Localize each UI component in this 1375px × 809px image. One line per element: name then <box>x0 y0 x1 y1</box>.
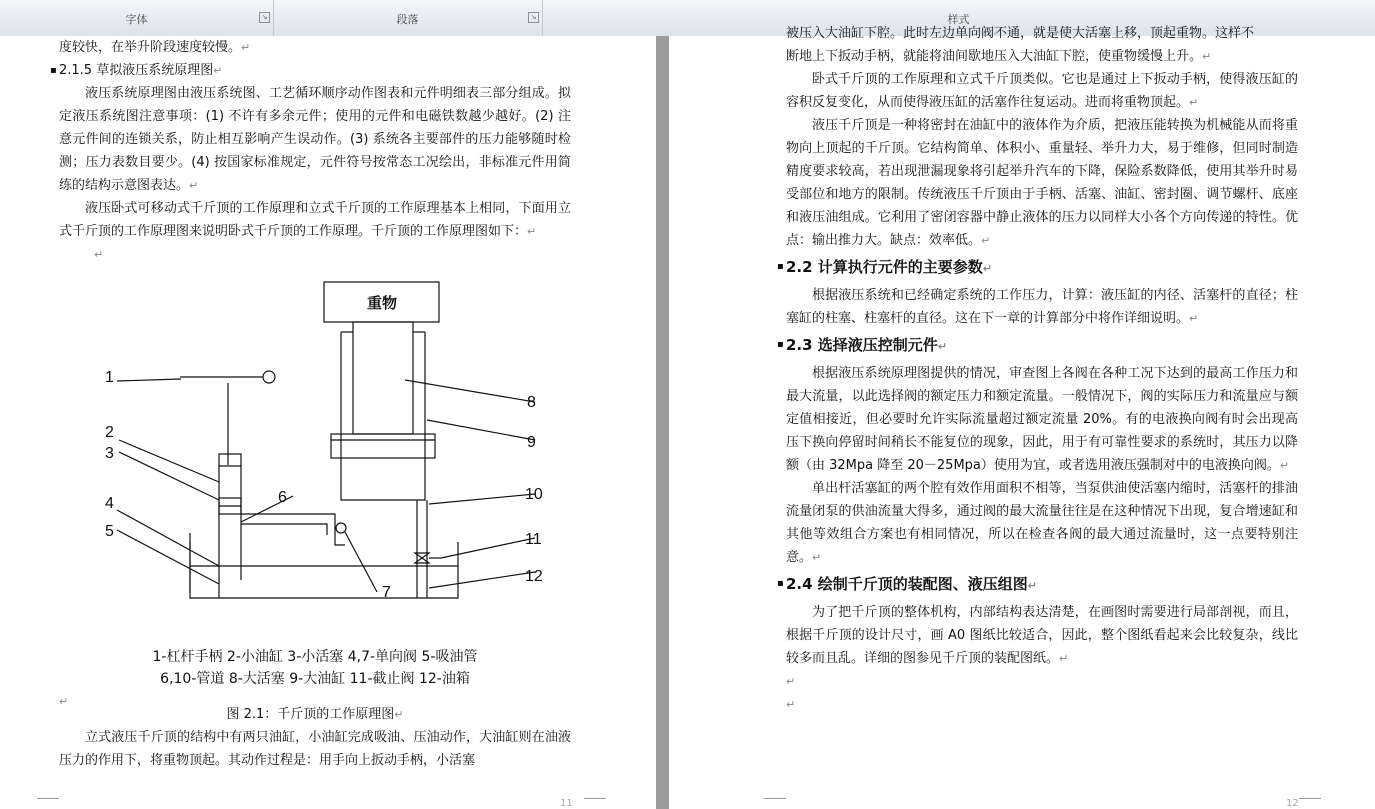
page-gap <box>656 36 669 809</box>
paragraph-dialog-launcher-icon[interactable]: ↘ <box>528 12 539 23</box>
figure-num-9: 9 <box>527 434 536 451</box>
empty-paragraph-mark: ↵ <box>94 248 104 261</box>
figure-num-5: 5 <box>105 523 114 540</box>
empty-paragraph-mark: ↵ <box>786 675 796 688</box>
styles-group-label: 样式 <box>947 13 970 26</box>
page-12-para-4: 根据液压系统原理图提供的情况，审查图上各阀在各种工况下达到的最高工作压力和最大流量，以此选择阀的额定压力和额定流量。一般情况下，阀的实际压力和流量应与额定值相接近，但必要时允许实际流量超过额定流量 20%。有的电液换向阀有时会出现高压下换向停留时间稍长不能复位的现象，因此，用于有可靠性要求的系统时，其压力以降额（由 32Mpa 降至 20－25Mpa）使用为宜，或者选用液压强制对中的电液换向阀。↵ <box>786 366 1298 473</box>
margin-corner-left <box>764 798 786 807</box>
figure-legend-line-1: 1-杠杆手柄 2-小油缸 3-小活塞 4,7-单向阀 5-吸油管 <box>152 649 478 665</box>
page-11-top-fragment: 度较快，在举升阶段速度较慢。↵ <box>59 40 251 55</box>
figure-legend-line-2: 6,10-管道 8-大活塞 9-大油缸 11-截止阀 12-油箱 <box>160 671 470 687</box>
section-heading-2-3: ▪ 2.3 选择液压控制元件↵ <box>777 336 948 354</box>
margin-corner-left <box>37 798 59 807</box>
page-11-para-2: 液压卧式可移动式千斤顶的工作原理和立式千斤顶的工作原理基本上相同，下面用立式千斤顶的工作原理图来说明卧式千斤顶的工作原理。千斤顶的工作原理图如下：↵ <box>59 201 571 239</box>
pipe-6 <box>241 514 345 545</box>
page-12-para-2: 液压千斤顶是一种将密封在油缸中的液体作为介质，把液压能转换为机械能从而将重物向上顶起的千斤顶。它结构简单、体积小、重量轻、举升力大，易于维修，但同时制造精度要求较高，若出现泄漏现象将引起举升汽车的下降，保险系数降低，使用其举升时易受部位和地方的限制。传统液压千斤顶由于手柄、活塞、油缸、密封圈、调节螺杆、底座和液压油组成。它利用了密闭容器中静止液体的压力以同样大小各个方向传递的特性。优点：输出推力大。缺点：效率低。↵ <box>786 118 1298 248</box>
weight-label: 重物 <box>366 295 398 312</box>
font-dialog-launcher-icon[interactable]: ↘ <box>259 12 270 23</box>
page-11[interactable] <box>0 36 656 809</box>
figure-legend-block: 1-杠杆手柄 2-小油缸 3-小活塞 4,7-单向阀 5-吸油管 6,10-管道 8-大活塞 9-大油缸 11-截止阀 12-油箱 ↵ 图 2.1：千斤顶的工作原理图↵ 立式液压千斤顶的结构中有两只油缸，小油缸完成吸油、压油动作，大油缸则在油液压力的作用下，将重物顶起。其动作过程是：用手向上扳动手柄，小活塞 <box>59 646 571 772</box>
margin-corner-right <box>584 798 606 807</box>
paragraph-group <box>273 0 543 36</box>
paragraph-group-label: 段落 <box>396 13 419 26</box>
page-11-para-1: 液压系统原理图由液压系统图、工艺循环顺序动作图表和元件明细表三部分组成。拟定液压系统图注意事项：(1) 不许有多余元件；使用的元件和电磁铁数越少越好。(2) 注意元件间的连锁关系，防止相互影响产生误动作。(3) 系统各主要部件的压力能够随时检测；压力表数目要少。(4) 按国家标准规定，元件符号按常态工况绘出，非标准元件用简练的结构示意图表达。↵ <box>59 86 571 193</box>
page-12-para-5: 单出杆活塞缸的两个腔有效作用面积不相等，当泵供油使活塞内缩时，活塞杆的排油流量闭泵的供油流量大得多，通过阀的最大流量往往是在这种情况下出现，复合增速缸和其他等效组合方案也有相同情况，所以在检查各阀的最大通过流量时，这一点要特别注意。↵ <box>786 481 1298 565</box>
page-12-para-1: 卧式千斤顶的工作原理和立式千斤顶类似。它也是通过上下扳动手柄，使得液压缸的容积反复变化，从而使得液压缸的活塞作往复运动。进而将重物顶起。↵ <box>786 72 1298 110</box>
page-number: 12 <box>1286 798 1299 809</box>
figure-num-6: 6 <box>278 489 287 506</box>
font-group-label: 字体 <box>125 13 148 26</box>
margin-corner-right <box>1299 798 1321 807</box>
page-12-body <box>777 22 1298 716</box>
page-number: 11 <box>560 798 573 809</box>
oil-tank <box>190 542 458 598</box>
page-12-top-fragment-b: 断地上下扳动手柄，就能将油间歇地压入大油缸下腔，使重物缓慢上升。↵ <box>786 49 1212 64</box>
page-12-para-6: 为了把千斤顶的整体机构，内部结构表达清楚，在画图时需要进行局部剖视，而且，根据千斤顶的设计尺寸，画 A0 图纸比较适合，因此，整个图纸看起来会比较复杂，线比较多而且乱。详细的图参见千斤顶的装配图纸。↵ <box>786 605 1298 666</box>
font-group <box>0 0 274 36</box>
big-piston <box>331 434 435 458</box>
figure-num-11: 11 <box>525 531 542 548</box>
page-12[interactable] <box>669 26 1375 809</box>
lever-pivot <box>263 371 275 383</box>
empty-paragraph-mark: ↵ <box>786 698 796 711</box>
figure-num-10: 10 <box>525 486 543 503</box>
jack-principle-figure <box>95 280 565 625</box>
check-valve-7 <box>336 523 346 533</box>
page-11-para-3: 立式液压千斤顶的结构中有两只油缸，小油缸完成吸油、压油动作，大油缸则在油液压力的作用下，将重物顶起。其动作过程是：用手向上扳动手柄，小活塞 <box>59 730 571 768</box>
figure-num-4: 4 <box>105 495 114 512</box>
figure-num-7: 7 <box>382 584 391 601</box>
figure-num-8: 8 <box>527 394 536 411</box>
page-11-body <box>50 36 571 266</box>
page-12-para-3: 根据液压系统和已经确定系统的工作压力，计算：液压缸的内径、活塞杆的直径；柱塞缸的柱塞、柱塞杆的直径。这在下一章的计算部分中将作详细说明。↵ <box>786 288 1298 326</box>
figure-num-3: 3 <box>105 445 114 462</box>
figure-caption: 图 2.1：千斤顶的工作原理图↵ <box>226 707 404 722</box>
big-piston-rod <box>353 322 413 434</box>
section-heading-2-2: ▪ 2.2 计算执行元件的主要参数↵ <box>777 258 993 276</box>
figure-num-12: 12 <box>525 568 543 585</box>
page-12-top-fragment-a: 被压入大油缸下腔。此时左边单向阀不通，就是使大活塞上移，顶起重物。这样不 <box>786 26 1255 41</box>
figure-num-1: 1 <box>105 369 114 386</box>
section-heading-2-4: ▪ 2.4 绘制千斤顶的装配图、液压组图↵ <box>777 575 1038 593</box>
figure-num-2: 2 <box>105 424 114 441</box>
small-cylinder-top <box>219 454 241 466</box>
section-heading-2-1-5: ▪ 2.1.5 草拟液压系统原理图↵ <box>50 63 223 78</box>
